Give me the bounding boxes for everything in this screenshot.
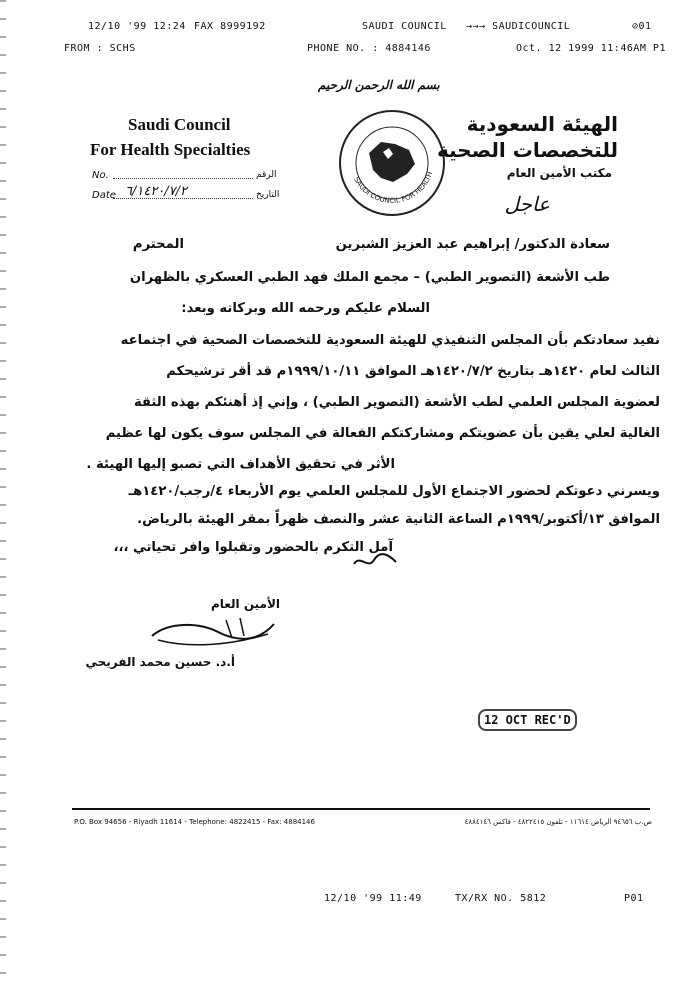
body-line-8: آمل التكرم بالحضور وتقبلوا وافر تحياتي ،،، <box>113 540 393 555</box>
basmala: بسم الله الرحمن الرحيم <box>318 78 440 92</box>
date-dotted-line <box>113 198 253 199</box>
council-seal <box>329 108 455 218</box>
body-line-2: الثالث لعام ١٤٢٠هـ بتاريخ ١٤٢٠/٧/٢هـ الموافق ١٩٩٩/١٠/١١م قد أقر ترشيحكم <box>166 364 660 379</box>
initials-icon <box>350 550 400 572</box>
fax-center: SAUDI COUNCIL <box>362 21 447 32</box>
body-line-3: لعضوية المجلس العلمي لطب الأشعة (التصوير الطبي) ، وإني إذ أهنئكم بهذه الثقة <box>133 395 660 410</box>
received-stamp: 12 OCT REC'D <box>478 709 577 731</box>
fax-datetime: 12/10 '99 12:24 <box>88 21 186 32</box>
org-name-ar-1: الهيئة السعودية <box>466 112 618 136</box>
signature <box>148 612 278 656</box>
signer-title: الأمين العام <box>210 597 280 611</box>
body-line-1: نفيد سعادتكم بأن المجلس التنفيذي للهيئة السعودية للتخصصات الصحية في اجتماعه <box>120 333 660 348</box>
org-name-en-2: For Health Specialties <box>90 140 251 159</box>
date-handwritten: ٦/١٤٢٠/٧/٢ <box>125 184 188 199</box>
signer-name: أ.د. حسين محمد الفريحي <box>85 655 235 669</box>
body-line-4: الغالية لعلي يقين بأن عضويتكم ومشاركتكم الفعالة في المجلس سوف يكون لها عظيم <box>105 426 660 441</box>
fax-phone: PHONE NO. : 4884146 <box>307 43 431 54</box>
org-name-en-1: Saudi Council <box>128 115 231 134</box>
svg-text:SAUDI COUNCIL FOR HEALTH SPECI: SAUDI COUNCIL FOR HEALTH <box>352 170 435 205</box>
fax-number: FAX 8999192 <box>194 21 266 32</box>
date-label-ar: التاريخ <box>256 190 280 200</box>
honorific: المحترم <box>132 237 184 252</box>
footer-rule <box>72 808 650 810</box>
no-label-ar: الرقم <box>256 170 277 180</box>
greeting: السلام عليكم ورحمه الله وبركاته وبعد: <box>181 301 430 316</box>
date-label-en: Date <box>92 190 116 201</box>
fax-footer-page: P01 <box>624 893 644 904</box>
seal-icon <box>329 108 455 218</box>
body-line-7: الموافق ١٣/أكتوبر/١٩٩٩م الساعة الثانية عشر والنصف ظهراً بمقر الهيئة بالرياض. <box>137 512 660 527</box>
footer-address-en: P.O. Box 94656 - Riyadh 11614 - Telephone: 4822415 - Fax: 4884146 <box>74 818 315 826</box>
office-ar: مكتب الأمين العام <box>506 166 612 180</box>
org-name-ar-2: للتخصصات الصحية <box>436 138 618 162</box>
no-dotted-line <box>113 178 253 179</box>
fax-page: ⊘01 <box>632 21 652 32</box>
fax-date: Oct. 12 1999 11:46AM P1 <box>516 43 666 54</box>
department: طب الأشعة (التصوير الطبي) – مجمع الملك فهد الطبي العسكري بالظهران <box>129 270 610 285</box>
fax-from: FROM : SCHS <box>64 43 136 54</box>
fax-destination: →→→ SAUDICOUNCIL <box>466 21 571 32</box>
signature-icon <box>148 612 278 652</box>
no-label-en: No. <box>92 170 109 181</box>
body-line-5: الأثر في تحقيق الأهداف التي تصبو إليها الهيئة . <box>86 457 395 472</box>
scan-edge <box>0 0 6 989</box>
page-icon: ⊘ <box>632 21 639 32</box>
urgent-note: عاجل <box>504 192 550 216</box>
footer-address-ar: ص.ب ٩٤٦٥٦ الرياض ١١٦١٤ - تلفون ٤٨٢٢٤١٥ - فاكس ٤٨٨٤١٤٦ <box>464 818 652 826</box>
fax-footer-txrx: TX/RX NO. 5812 <box>455 893 547 904</box>
addressee: سعادة الدكتور/ إبراهيم عبد العزيز الشبرين <box>335 237 610 252</box>
body-line-6: ويسرني دعوتكم لحضور الاجتماع الأول للمجلس العلمي يوم الأربعاء ٤/رجب/١٤٢٠هـ <box>128 484 660 499</box>
initials-scribble <box>350 550 400 576</box>
fax-footer-datetime: 12/10 '99 11:49 <box>324 893 422 904</box>
